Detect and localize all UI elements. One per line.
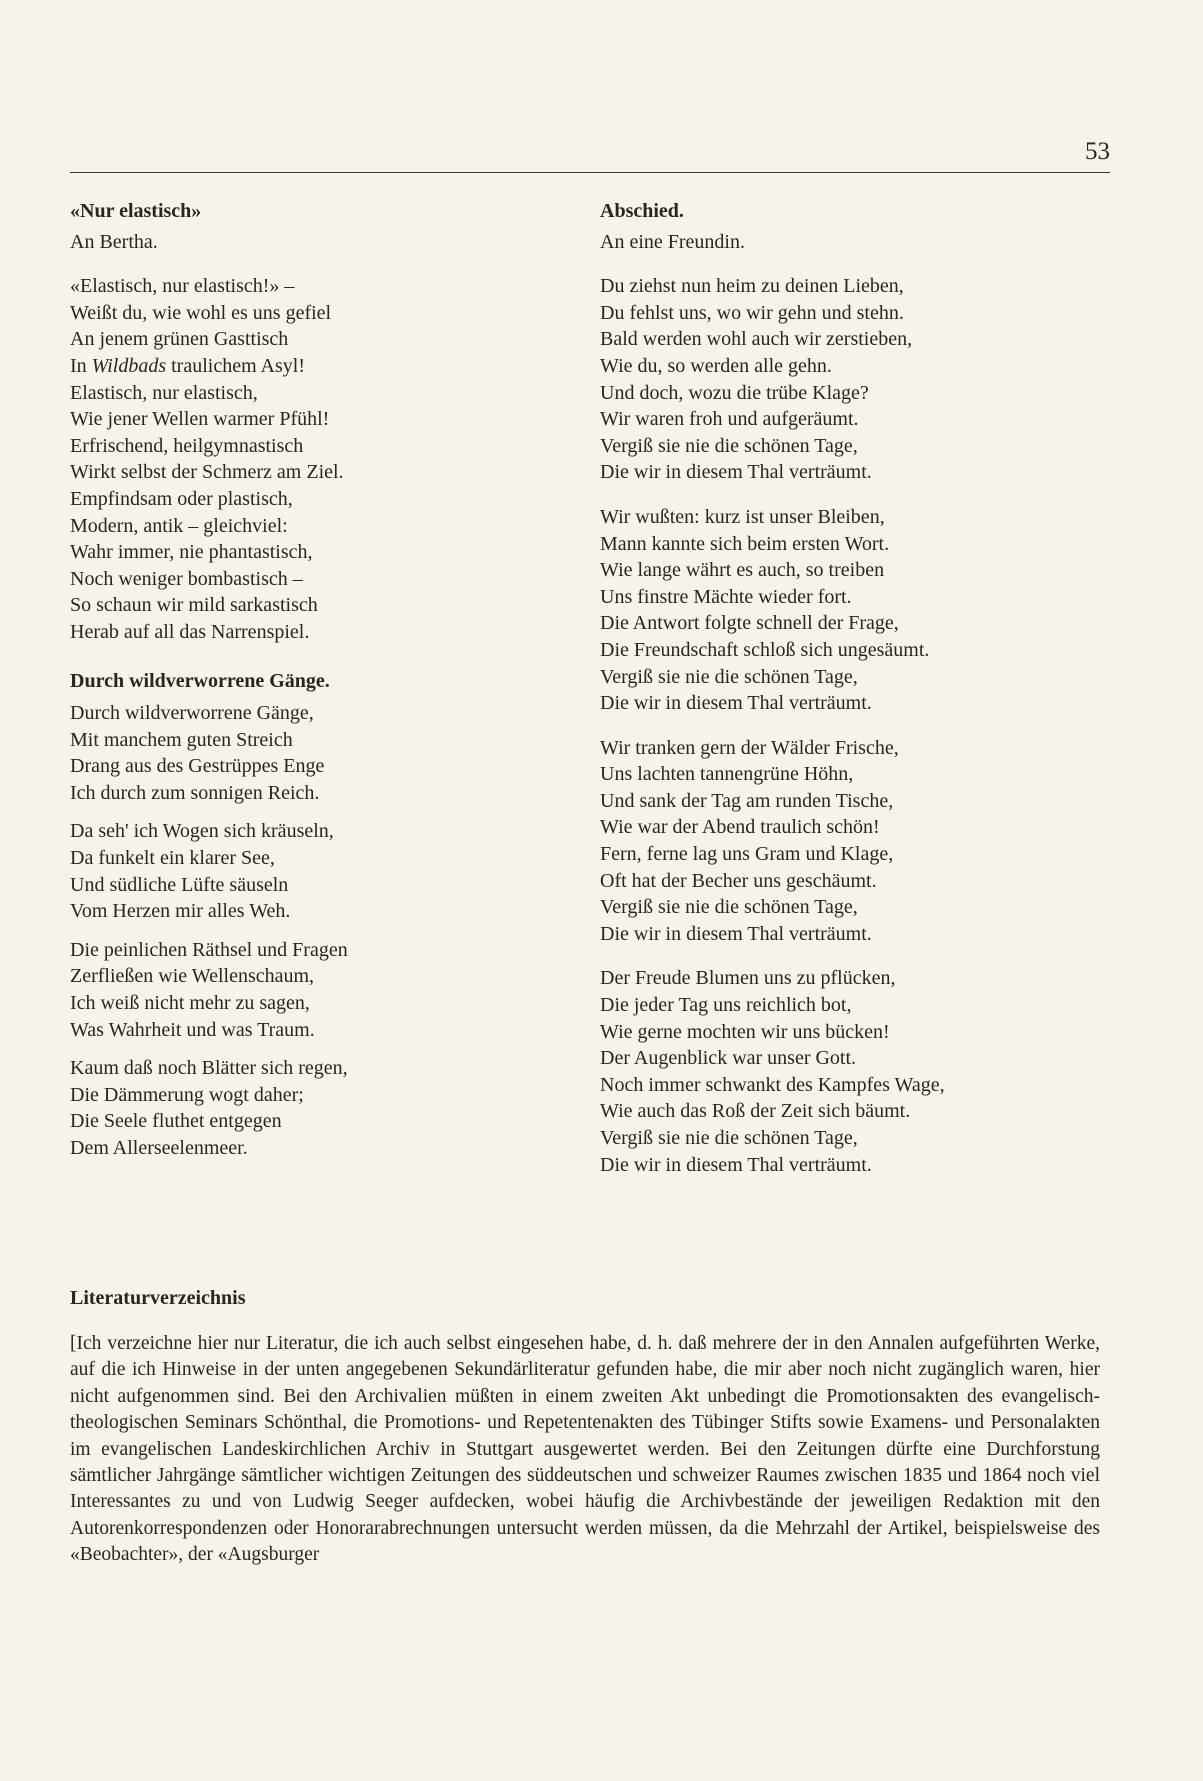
poem-dedication: An Bertha.: [70, 230, 158, 253]
poem-gap: [70, 646, 590, 668]
poem-line: Empfindsam oder plastisch,: [70, 487, 293, 510]
poem-line: Modern, antik – gleichviel:: [70, 514, 288, 537]
stanza-gap: [600, 717, 1120, 735]
poem-dedication: An eine Freundin.: [600, 230, 745, 253]
poem-line: Uns lachten tannengrüne Höhn,: [600, 763, 854, 786]
poem-line: Noch immer schwankt des Kampfes Wage,: [600, 1073, 945, 1096]
poem-line: Die Freundschaft schloß sich ungesäumt.: [600, 638, 930, 661]
bibliography-heading: Literaturverzeichnis: [70, 1287, 246, 1309]
left-column: [70, 198, 590, 1162]
poem-line: An jenem grünen Gasttisch: [70, 328, 289, 351]
poem-line: Fern, ferne lag uns Gram und Klage,: [600, 843, 894, 866]
poem-line: Erfrischend, heilgymnastisch: [70, 434, 304, 457]
poem-line: «Elastisch, nur elastisch!» –: [70, 275, 295, 298]
poem-line-part: In: [70, 354, 87, 377]
poem-line: Wir wußten: kurz ist unser Bleiben,: [600, 505, 885, 528]
poem-line: So schaun wir mild sarkastisch: [70, 594, 318, 617]
poem-line: Zerfließen wie Wellenschaum,: [70, 965, 315, 988]
poem-line: Die jeder Tag uns reichlich bot,: [600, 994, 852, 1017]
poem-line: Die Dämmerung wogt daher;: [70, 1083, 304, 1106]
poem-line: Weißt du, wie wohl es uns gefiel: [70, 301, 332, 324]
poem-line: Was Wahrheit und was Traum.: [70, 1018, 315, 1041]
poem-line: Und sank der Tag am runden Tische,: [600, 789, 894, 812]
poem-line: Bald werden wohl auch wir zerstieben,: [600, 328, 913, 351]
stanza-gap: [600, 255, 1120, 273]
poem-line: Vergiß sie nie die schönen Tage,: [600, 665, 858, 688]
poem-line: Uns finstre Mächte wieder fort.: [600, 585, 852, 608]
poem-line: Die wir in diesem Thal verträumt.: [600, 692, 872, 715]
poem-line: Die Antwort folgte schnell der Frage,: [600, 612, 899, 635]
page-number: 53: [1085, 138, 1110, 165]
poem-line: Die wir in diesem Thal verträumt.: [600, 461, 872, 484]
poem-line: Wie lange währt es auch, so treiben: [600, 559, 885, 582]
poem-title: «Nur elastisch»: [70, 200, 202, 222]
poem-line: Vergiß sie nie die schönen Tage,: [600, 1127, 858, 1149]
poem-line: Vergiß sie nie die schönen Tage,: [600, 434, 858, 457]
poem-line: Da seh' ich Wogen sich kräuseln,: [70, 820, 334, 843]
poem-line: Vom Herzen mir alles Weh.: [70, 900, 291, 923]
poem-line: Drang aus des Gestrüppes Enge: [70, 755, 325, 778]
poem-line: Wirkt selbst der Schmerz am Ziel.: [70, 461, 344, 484]
stanza-gap: [70, 1043, 590, 1055]
poem-line: Wie auch das Roß der Zeit sich bäumt.: [600, 1100, 911, 1123]
poem-line: Wie jener Wellen warmer Pfühl!: [70, 408, 330, 431]
stanza-gap: [600, 947, 1120, 965]
poem-line: Herab auf all das Narrenspiel.: [70, 620, 310, 643]
poem-line: Elastisch, nur elastisch,: [70, 381, 258, 404]
poem-line: Du ziehst nun heim zu deinen Lieben,: [600, 275, 904, 298]
poem-line: Der Augenblick war unser Gott.: [600, 1047, 857, 1070]
poem-line: Die wir in diesem Thal verträumt.: [600, 922, 872, 945]
poem-line: Vergiß sie nie die schönen Tage,: [600, 896, 858, 919]
header-rule: [70, 172, 1110, 173]
poem-line: Die Seele fluthet entgegen: [70, 1110, 282, 1133]
stanza-gap: [70, 255, 590, 273]
poem-line: Und doch, wozu die trübe Klage?: [600, 381, 869, 404]
poem-title: Abschied.: [600, 200, 684, 222]
poem-line: Kaum daß noch Blätter sich regen,: [70, 1057, 348, 1080]
stanza-gap: [600, 486, 1120, 504]
poem-line: Wahr immer, nie phantastisch,: [70, 541, 313, 564]
poem-line: Und südliche Lüfte säuseln: [70, 873, 289, 896]
poem-line-part: traulichem Asyl!: [171, 354, 305, 377]
poem-line-italic: Wildbads: [91, 354, 167, 377]
right-column: [600, 198, 1120, 1178]
poem-line: Du fehlst uns, wo wir gehn und stehn.: [600, 301, 904, 324]
poem-line: [70, 353, 590, 380]
bibliography-text: [Ich verzeichne hier nur Literatur, die ich auch selbst eingesehen habe, d. h. daß mehrere der in den Annalen aufgeführten Werke, auf die ich Hinweise in der unten angegebenen Sekundärliteratur gefunden habe, die mir aber noch nicht zugänglich waren, hier nicht aufgenommen sind. Bei den Archivalien müßten in einem zweiten Akt unbedingt die Promotionsakten des evangelisch-theologischen Seminars Schönthal, die Promotions- und Repetentenakten des Tübinger Stifts sowie Examens- und Personalakten im evangelischen Landeskirchlichen Archiv in Stuttgart ausgewertet werden. Bei den Zeitungen dürfte eine Durchforstung sämtlicher Jahrgänge sämtlicher wichtigen Zeitungen des süddeutschen und schweizer Raumes zwischen 1835 und 1864 noch viel Interessantes zu und von Ludwig Seeger aufdecken, wobei häufig die Archivbestände der jeweiligen Redaktion mit den Autorenkorrespondenzen oder Honorarabrechnungen untersucht werden müssen, da die Mehrzahl der Artikel, beispielsweise des «Beobachter», der «Augsburger: [70, 1333, 1100, 1566]
poem-line: Oft hat der Becher uns geschäumt.: [600, 869, 877, 892]
poem-line: Wie war der Abend traulich schön!: [600, 816, 880, 839]
poem-title: Durch wildverworrene Gänge.: [70, 669, 330, 692]
poem-line: Mit manchem guten Streich: [70, 728, 293, 751]
poem-line: Mann kannte sich beim ersten Wort.: [600, 532, 890, 555]
poem-line: Der Freude Blumen uns zu pflücken,: [600, 967, 896, 990]
stanza-gap: [70, 925, 590, 937]
poem-line: Die peinlichen Räthsel und Fragen: [70, 938, 348, 961]
poem-line: Durch wildverworrene Gänge,: [70, 702, 314, 725]
poem-line: Noch weniger bombastisch –: [70, 567, 303, 590]
poem-line: Dem Allerseelenmeer.: [70, 1137, 248, 1159]
poem-line: Ich durch zum sonnigen Reich.: [70, 781, 320, 804]
poem-line: Ich weiß nicht mehr zu sagen,: [70, 992, 310, 1015]
poem-line: Wir waren froh und aufgeräumt.: [600, 408, 859, 431]
poem-line: Die wir in diesem Thal verträumt.: [600, 1153, 872, 1176]
poem-line: Wie du, so werden alle gehn.: [600, 354, 832, 377]
poem-line: Wir tranken gern der Wälder Frische,: [600, 736, 899, 759]
poem-line: Wie gerne mochten wir uns bücken!: [600, 1020, 890, 1043]
poem-line: Da funkelt ein klarer See,: [70, 847, 275, 870]
stanza-gap: [70, 806, 590, 818]
